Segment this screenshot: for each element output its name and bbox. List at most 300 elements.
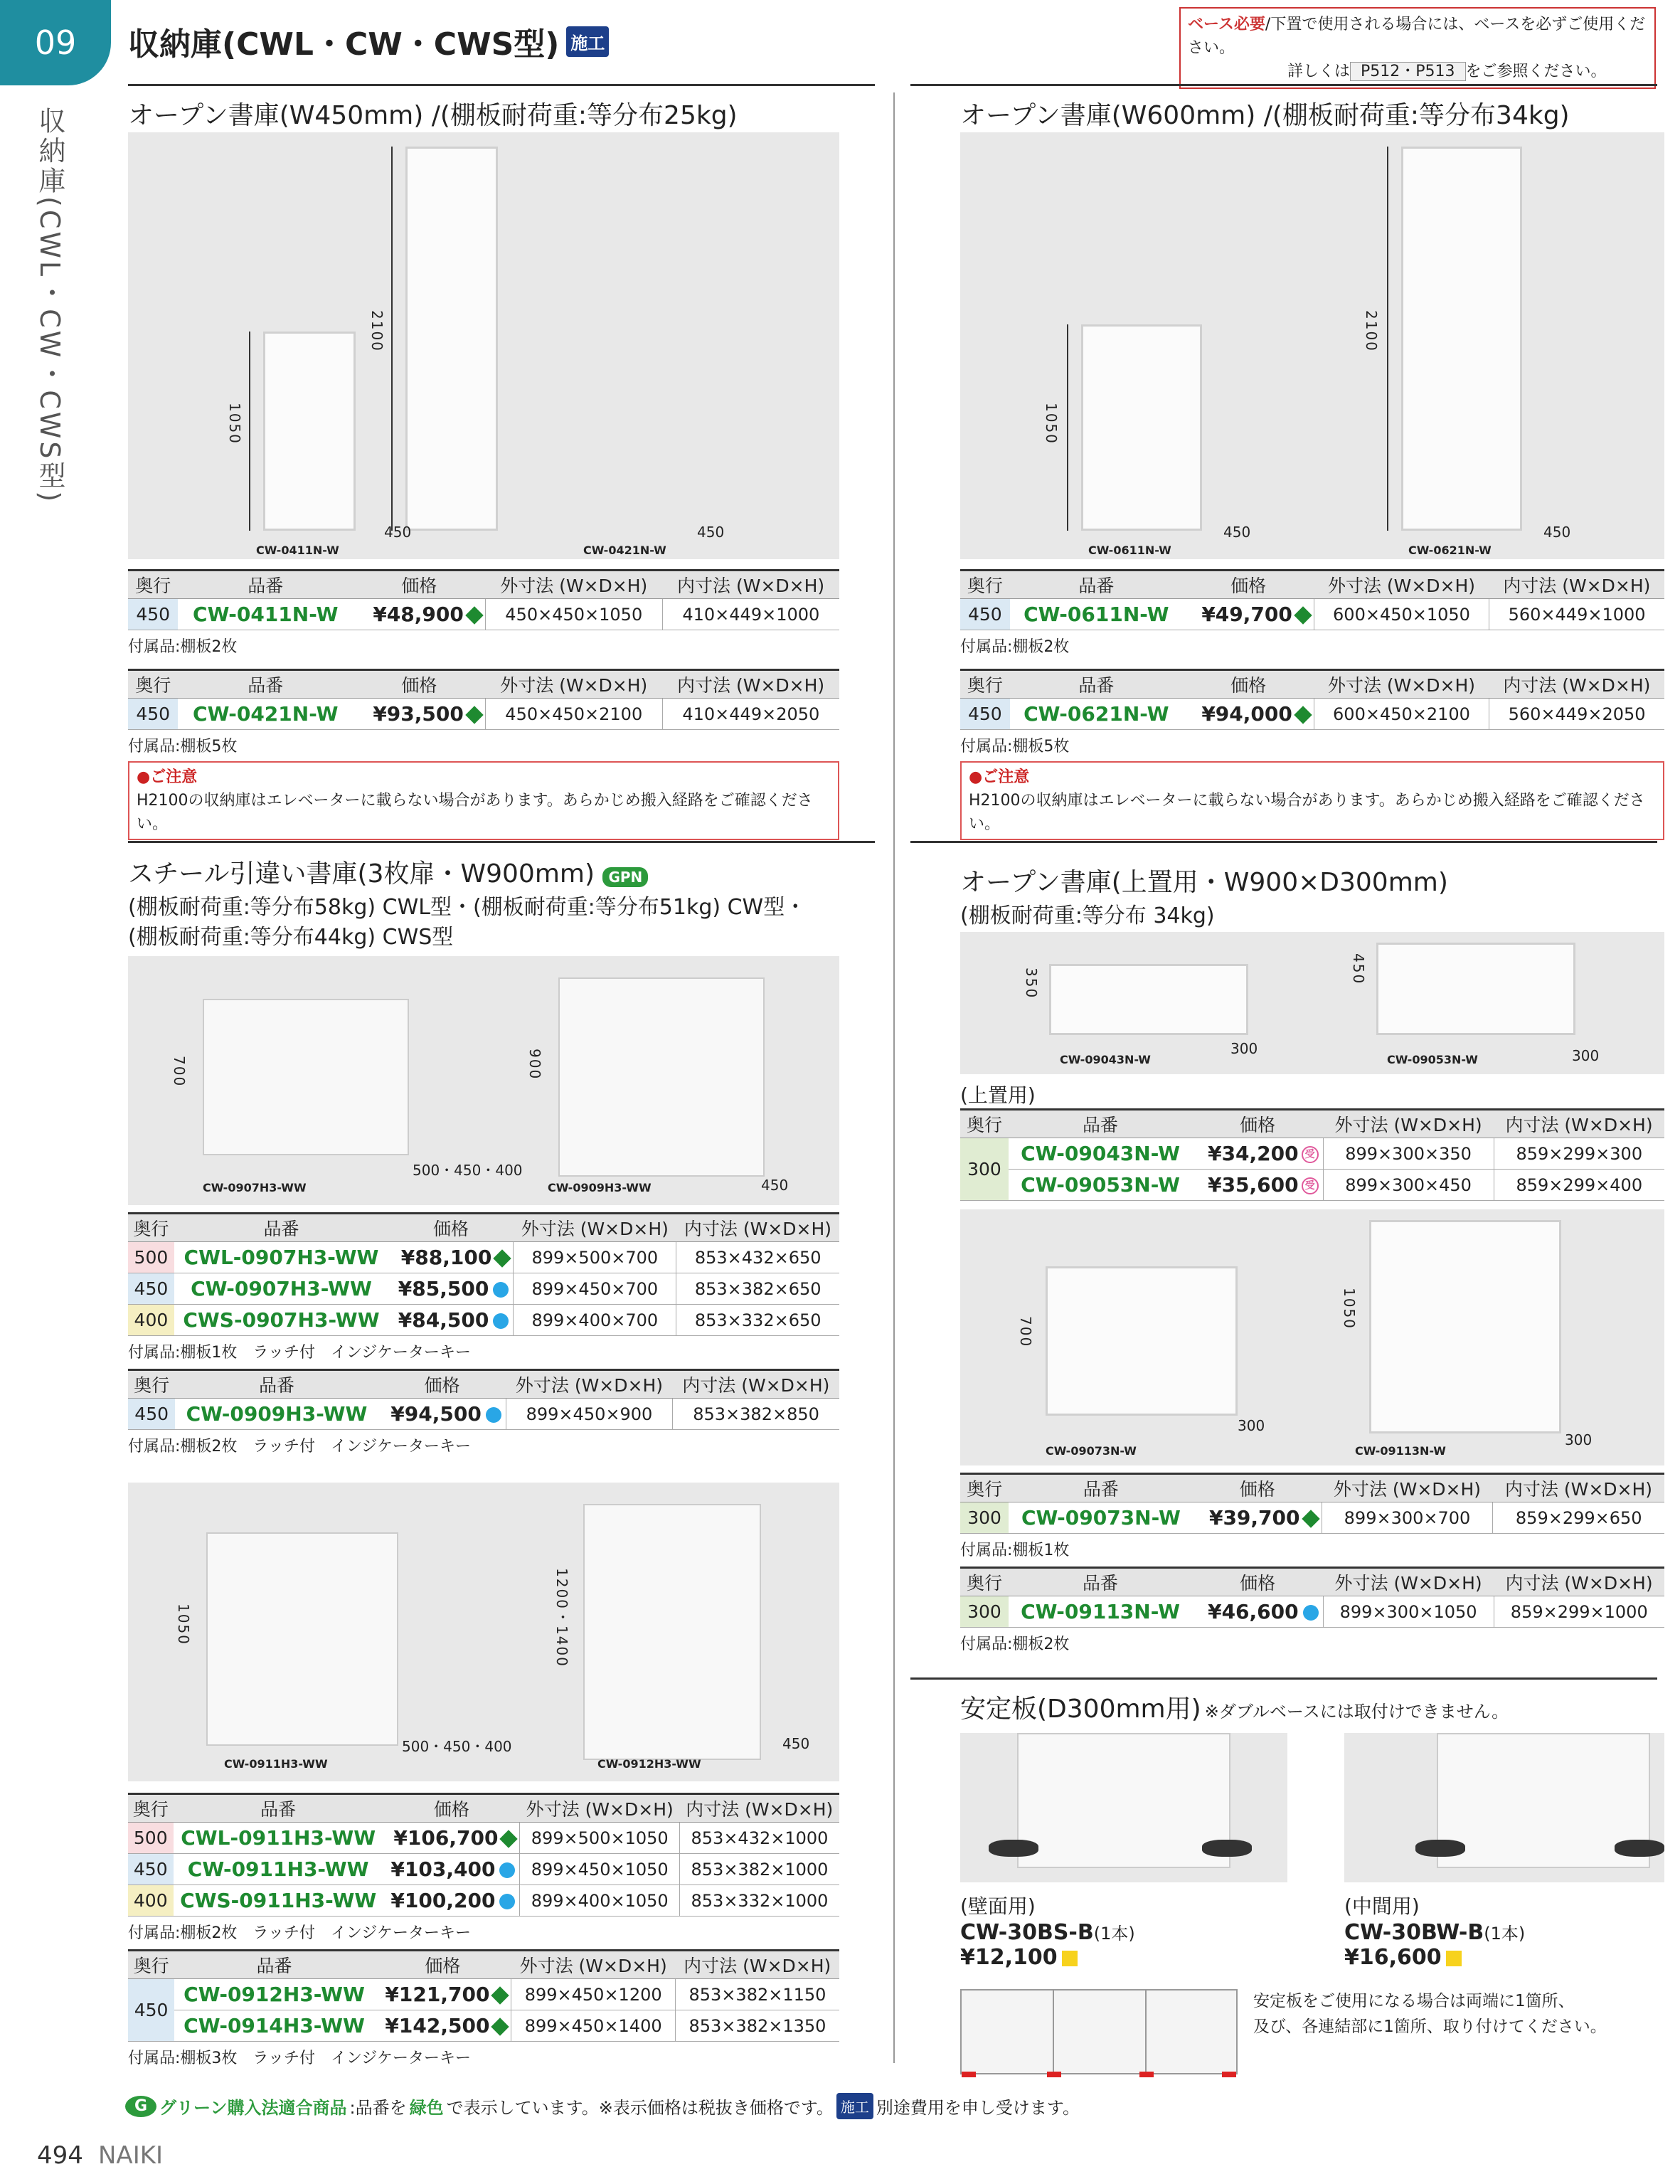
model-label: CW-0909H3-WW — [548, 1181, 652, 1194]
depth: 450 — [960, 599, 1010, 630]
price-table — [128, 1793, 839, 1917]
outer-size: 600×450×2100 — [1314, 699, 1489, 730]
stabilizer-diagram — [960, 1989, 1238, 2074]
depth: 500 — [128, 1242, 174, 1273]
col-price: 価格 — [1192, 1568, 1323, 1596]
accessories: 付属品:棚板1枚 — [960, 1542, 1070, 1559]
stabilizer-code-text: CW-30BW-B — [1344, 1920, 1484, 1945]
col-price: 価格 — [1183, 571, 1314, 599]
col-inner: 内寸法 (W×D×H) — [676, 1214, 839, 1242]
model-label: CW-0907H3-WW — [203, 1181, 307, 1194]
col-price: 価格 — [353, 670, 485, 699]
rule — [910, 84, 1657, 86]
outer-size: 899×300×700 — [1322, 1502, 1493, 1534]
stabilizer-code — [1344, 1919, 1525, 1945]
depth: 400 — [128, 1305, 174, 1336]
rule — [910, 1677, 1657, 1680]
section-title-top-mount: オープン書庫(上置用・W900×D300mm) — [960, 868, 1448, 897]
model-label: CW-0912H3-WW — [597, 1757, 701, 1771]
dim-height: 1050 — [175, 1603, 192, 1645]
base-required-note — [1179, 7, 1656, 89]
price — [374, 2010, 511, 2042]
price — [353, 699, 485, 730]
rule — [910, 841, 1657, 843]
note-page-ref[interactable]: P512・P513 — [1350, 62, 1466, 81]
price — [383, 1823, 520, 1854]
footer-text-3: 別途費用を申し受けます。 — [876, 2098, 1080, 2118]
product-code: CW-09113N-W — [1009, 1596, 1192, 1628]
yellow-square-icon — [1446, 1951, 1462, 1966]
model-label: CW-09113N-W — [1355, 1444, 1446, 1458]
inner-size: 410×449×2050 — [662, 699, 839, 730]
footer-green-word: 緑色 — [409, 2098, 444, 2118]
outer-size: 450×450×1050 — [485, 599, 662, 630]
col-inner: 内寸法 (W×D×H) — [1489, 670, 1664, 699]
dim-line — [249, 332, 250, 531]
price — [1193, 1502, 1322, 1534]
product-code: CW-09073N-W — [1009, 1502, 1193, 1534]
price-value: ¥46,600 — [1208, 1600, 1299, 1623]
outer-size: 899×300×1050 — [1323, 1596, 1494, 1628]
inner-size: 859×299×650 — [1493, 1502, 1664, 1534]
col-inner: 内寸法 (W×D×H) — [662, 670, 839, 699]
cabinet-image — [1017, 1733, 1230, 1868]
table-row — [128, 1885, 839, 1917]
price — [374, 1979, 511, 2010]
model-label: CW-0621N-W — [1408, 544, 1492, 557]
green-diamond-icon — [465, 606, 483, 624]
page-number: 494 — [37, 2141, 83, 2170]
price-table — [960, 569, 1664, 630]
stabilizer-description — [1253, 1989, 1607, 2040]
price — [1192, 1170, 1323, 1201]
blue-circle-icon — [1303, 1605, 1319, 1621]
product-code: CWS-0911H3-WW — [174, 1885, 383, 1917]
cabinet-image — [206, 1532, 398, 1746]
inner-size: 853×382×1150 — [675, 1979, 839, 2010]
depth: 300 — [960, 1502, 1009, 1534]
stabilizer-price-text: ¥16,600 — [1344, 1945, 1442, 1970]
product-photo-open-d300 — [960, 1209, 1664, 1465]
col-outer: 外寸法 (W×D×H) — [1314, 571, 1489, 599]
table-row — [128, 1242, 839, 1273]
inner-size: 560×449×2050 — [1489, 699, 1664, 730]
note-text-1: /下置で使用される場合には、ベースを必ずご使用ください。 — [1188, 16, 1646, 57]
col-code: 品番 — [174, 1951, 374, 1979]
dim-depth: 450 — [1223, 524, 1251, 541]
stabilizer-type: (中間用) — [1344, 1894, 1420, 1918]
section-note: ※ダブルベースには取付けできません。 — [1204, 1702, 1509, 1722]
col-inner: 内寸法 (W×D×H) — [1494, 1110, 1664, 1138]
accessories: 付属品:棚板2枚 — [128, 638, 238, 656]
table-row — [960, 1138, 1664, 1170]
table-row — [960, 1502, 1664, 1534]
model-label: CW-09043N-W — [1060, 1053, 1151, 1066]
footer-note — [125, 2093, 1080, 2119]
price-table — [128, 669, 839, 730]
price-value: ¥48,900 — [373, 603, 464, 626]
col-code: 品番 — [175, 1370, 378, 1399]
side-title: 収納庫(CWL・CW・CWS型) — [34, 107, 65, 505]
note-text-2a: 詳しくは — [1287, 63, 1351, 80]
load-spec-1: (棚板耐荷重:等分布58kg) CWL型・(棚板耐荷重:等分布51kg) CW型・ — [128, 895, 807, 920]
model-label: CW-09053N-W — [1387, 1053, 1478, 1066]
model-label: CW-09073N-W — [1046, 1444, 1137, 1458]
dim-depth: 500・450・400 — [402, 1738, 512, 1755]
col-depth: 奥行 — [960, 1474, 1009, 1502]
inner-size: 859×299×400 — [1494, 1170, 1664, 1201]
table-row — [960, 1596, 1664, 1628]
accessories: 付属品:棚板2枚 — [960, 638, 1070, 656]
construction-badge: 施工 — [566, 26, 609, 57]
col-inner: 内寸法 (W×D×H) — [673, 1370, 839, 1399]
col-depth: 奥行 — [128, 1370, 175, 1399]
depth: 300 — [960, 1596, 1009, 1628]
col-outer: 外寸法 (W×D×H) — [520, 1794, 680, 1823]
table-row — [128, 1979, 839, 2010]
section-title-w450: オープン書庫(W450mm) /(棚板耐荷重:等分布25kg) — [128, 101, 738, 130]
stabilizer-wall-photo — [960, 1733, 1287, 1882]
price-table — [128, 1949, 839, 2042]
section-title-text: スチール引違い書庫(3枚扉・W900mm) — [128, 859, 595, 889]
stabilizer-code-text: CW-30BS-B — [960, 1920, 1094, 1945]
green-diamond-icon — [491, 1986, 509, 2004]
inner-size: 859×299×300 — [1494, 1138, 1664, 1170]
table-row — [128, 699, 839, 730]
section-title-sliding — [128, 854, 648, 890]
cabinet-image — [1376, 943, 1575, 1035]
col-inner: 内寸法 (W×D×H) — [1493, 1474, 1664, 1502]
price-table — [128, 1369, 839, 1430]
depth: 400 — [128, 1885, 174, 1917]
footer-text-1: :品番を — [349, 2098, 407, 2118]
price-table — [960, 1108, 1664, 1201]
outer-size: 899×450×1050 — [520, 1854, 680, 1885]
dim-depth: 450 — [697, 524, 725, 541]
col-price: 価格 — [388, 1214, 514, 1242]
accessories: 付属品:棚板1枚 ラッチ付 インジケーターキー — [128, 1344, 471, 1362]
stabilizer-marker — [962, 2072, 976, 2077]
note-text-2b: をご参照ください。 — [1465, 63, 1607, 80]
cabinet-image — [583, 1504, 761, 1760]
stabilizer-marker — [1222, 2072, 1236, 2077]
col-depth: 奥行 — [960, 670, 1010, 699]
green-diamond-icon — [1294, 606, 1312, 624]
outer-size: 899×450×900 — [506, 1399, 672, 1430]
price-value: ¥100,200 — [390, 1889, 496, 1912]
price-table — [960, 1473, 1664, 1534]
outer-size: 600×450×1050 — [1314, 599, 1489, 630]
col-inner: 内寸法 (W×D×H) — [662, 571, 839, 599]
footer-text-2: で表示しています。※表示価格は税抜き価格です。 — [446, 2098, 834, 2118]
col-outer: 外寸法 (W×D×H) — [485, 571, 662, 599]
stabilizer-price — [1344, 1945, 1525, 1970]
price-value: ¥35,600 — [1208, 1173, 1299, 1197]
model-label: CW-0911H3-WW — [224, 1757, 328, 1771]
product-photo-w600 — [960, 132, 1664, 559]
product-code: CW-09053N-W — [1009, 1170, 1192, 1201]
dim-height: 2100 — [1363, 310, 1380, 352]
stabilizer-middle-photo — [1344, 1733, 1664, 1882]
col-outer: 外寸法 (W×D×H) — [506, 1370, 672, 1399]
inner-size: 410×449×1000 — [662, 599, 839, 630]
stabilizer-type: (壁面用) — [960, 1894, 1036, 1918]
depth: 300 — [960, 1138, 1009, 1201]
construction-badge: 施工 — [836, 2093, 873, 2119]
caution-text: H2100の収納庫はエレベーターに載らない場合があります。あらかじめ搬入経路をご確認ください。 — [137, 792, 813, 833]
accessories: 付属品:棚板2枚 ラッチ付 インジケーターキー — [128, 1438, 471, 1456]
col-outer: 外寸法 (W×D×H) — [511, 1951, 676, 1979]
load-spec-2: (棚板耐荷重:等分布44kg) CWS型 — [128, 925, 454, 950]
col-code: 品番 — [1010, 670, 1183, 699]
inner-size: 853×332×650 — [676, 1305, 839, 1336]
accessories: 付属品:棚板5枚 — [960, 738, 1070, 756]
col-code: 品番 — [174, 1214, 388, 1242]
dim-height: 450 — [1350, 953, 1367, 985]
depth: 500 — [128, 1823, 174, 1854]
table-row — [128, 1305, 839, 1336]
table-row — [128, 599, 839, 630]
stabilizer-marker — [1139, 2072, 1154, 2077]
col-price: 価格 — [1183, 670, 1314, 699]
product-code: CW-0914H3-WW — [174, 2010, 374, 2042]
depth: 450 — [128, 599, 178, 630]
col-code: 品番 — [1009, 1568, 1192, 1596]
section-title-stabilizer — [960, 1689, 1509, 1725]
price-value: ¥85,500 — [398, 1277, 489, 1300]
green-purchase-icon: G — [125, 2096, 156, 2117]
price-value: ¥94,000 — [1201, 702, 1292, 726]
col-depth: 奥行 — [960, 1110, 1009, 1138]
col-inner: 内寸法 (W×D×H) — [675, 1951, 839, 1979]
cabinet-image — [558, 977, 765, 1177]
depth: 450 — [960, 699, 1010, 730]
accessories: 付属品:棚板3枚 ラッチ付 インジケーターキー — [128, 2050, 471, 2067]
col-outer: 外寸法 (W×D×H) — [485, 670, 662, 699]
col-code: 品番 — [1009, 1474, 1193, 1502]
dim-line — [391, 147, 393, 531]
product-code: CW-0911H3-WW — [174, 1854, 383, 1885]
green-diamond-icon — [465, 706, 483, 723]
caution-text: H2100の収納庫はエレベーターに載らない場合があります。あらかじめ搬入経路をご確認ください。 — [969, 792, 1645, 833]
inner-size: 853×332×1000 — [679, 1885, 839, 1917]
dim-depth: 450 — [761, 1177, 789, 1194]
col-price: 価格 — [353, 571, 485, 599]
divider — [1145, 1990, 1147, 2073]
stabilizer-plate — [989, 1840, 1038, 1857]
depth: 450 — [128, 1979, 174, 2042]
load-spec: (棚板耐荷重:等分布 34kg) — [960, 903, 1215, 928]
price — [383, 1854, 520, 1885]
price-value: ¥49,700 — [1201, 603, 1292, 626]
price-table — [960, 1567, 1664, 1628]
accessories: 付属品:棚板2枚 — [960, 1636, 1070, 1653]
caution-heading: ●ご注意 — [137, 768, 198, 786]
outer-size: 899×450×1400 — [511, 2010, 676, 2042]
rule — [128, 84, 875, 86]
blue-circle-icon — [499, 1894, 515, 1909]
dim-height: 2100 — [368, 310, 386, 352]
cabinet-image — [1369, 1220, 1561, 1433]
product-photo-top-mount — [960, 932, 1664, 1074]
desc-line: 安定板をご使用になる場合は両端に1箇所、 — [1253, 1992, 1575, 2010]
cabinet-image — [1401, 147, 1522, 531]
dim-depth: 300 — [1230, 1040, 1258, 1057]
gpn-badge: GPN — [602, 867, 648, 887]
chapter-tab — [0, 0, 111, 85]
stabilizer-qty: (1本) — [1093, 1924, 1135, 1944]
inner-size: 853×432×1000 — [679, 1823, 839, 1854]
blue-circle-icon — [499, 1862, 515, 1878]
price — [1183, 699, 1314, 730]
green-diamond-icon — [491, 2018, 509, 2035]
price-value: ¥34,200 — [1208, 1142, 1299, 1165]
chapter-number: 09 — [34, 23, 77, 62]
stabilizer-qty: (1本) — [1484, 1924, 1526, 1944]
green-diamond-icon — [500, 1830, 518, 1848]
inner-size: 853×382×850 — [673, 1399, 839, 1430]
dim-depth: 450 — [782, 1735, 810, 1752]
col-depth: 奥行 — [128, 1951, 174, 1979]
col-outer: 外寸法 (W×D×H) — [1323, 1110, 1494, 1138]
stabilizer-plate — [1415, 1840, 1465, 1857]
cabinet-image — [1081, 324, 1202, 531]
table-row — [960, 599, 1664, 630]
col-code: 品番 — [178, 571, 353, 599]
col-depth: 奥行 — [960, 1568, 1009, 1596]
brand-name: NAIKI — [98, 2141, 164, 2170]
inner-size: 853×382×1000 — [679, 1854, 839, 1885]
col-outer: 外寸法 (W×D×H) — [1314, 670, 1489, 699]
outer-size: 899×500×700 — [514, 1242, 676, 1273]
page-title — [128, 18, 609, 64]
col-price: 価格 — [1192, 1110, 1323, 1138]
col-depth: 奥行 — [128, 1214, 174, 1242]
accessories: 付属品:棚板5枚 — [128, 738, 238, 756]
green-diamond-icon — [1294, 706, 1312, 723]
inner-size: 560×449×1000 — [1489, 599, 1664, 630]
made-to-order-icon: 受 — [1302, 1146, 1319, 1163]
footer-green-label: グリーン購入法適合商品 — [159, 2098, 347, 2118]
dim-height: 1050 — [226, 403, 243, 445]
col-price: 価格 — [374, 1951, 511, 1979]
col-depth: 奥行 — [128, 571, 178, 599]
col-inner: 内寸法 (W×D×H) — [1494, 1568, 1664, 1596]
note-line-2 — [1188, 60, 1647, 83]
table-row — [960, 1170, 1664, 1201]
col-inner: 内寸法 (W×D×H) — [1489, 571, 1664, 599]
depth: 450 — [128, 1273, 174, 1305]
col-price: 価格 — [378, 1370, 506, 1399]
product-code: CW-0611N-W — [1010, 599, 1183, 630]
price-value: ¥84,500 — [398, 1308, 489, 1332]
outer-size: 899×500×1050 — [520, 1823, 680, 1854]
product-code: CW-0411N-W — [178, 599, 353, 630]
accessories: 付属品:棚板2枚 ラッチ付 インジケーターキー — [128, 1924, 471, 1942]
dim-height: 1050 — [1043, 403, 1060, 445]
outer-size: 899×300×450 — [1323, 1170, 1494, 1201]
dim-height: 700 — [171, 1056, 188, 1088]
outer-size: 899×400×700 — [514, 1305, 676, 1336]
section-title-w600: オープン書庫(W600mm) /(棚板耐荷重:等分布34kg) — [960, 101, 1570, 130]
model-label: CW-0611N-W — [1088, 544, 1171, 557]
dim-height: 1050 — [1341, 1288, 1358, 1330]
product-photo-sliding-2 — [128, 1483, 839, 1781]
inner-size: 853×382×1350 — [675, 2010, 839, 2042]
price-value: ¥88,100 — [400, 1246, 492, 1269]
caution-box — [960, 761, 1664, 840]
price — [388, 1242, 514, 1273]
product-code: CW-0621N-W — [1010, 699, 1183, 730]
price-value: ¥106,700 — [393, 1826, 499, 1850]
price — [1183, 599, 1314, 630]
cabinet-image — [263, 332, 356, 531]
cabinet-image — [405, 147, 498, 531]
col-outer: 外寸法 (W×D×H) — [514, 1214, 676, 1242]
col-price: 価格 — [1193, 1474, 1322, 1502]
price — [383, 1885, 520, 1917]
depth: 450 — [128, 1854, 174, 1885]
table-row — [128, 1399, 839, 1430]
stabilizer-plate — [1202, 1840, 1252, 1857]
price-value: ¥103,400 — [390, 1857, 496, 1881]
stabilizer-middle — [1344, 1891, 1525, 1970]
product-code: CWS-0907H3-WW — [174, 1305, 388, 1336]
product-code: CW-09043N-W — [1009, 1138, 1192, 1170]
price-table — [960, 669, 1664, 730]
section-title-text: 安定板(D300mm用) — [960, 1695, 1201, 1724]
col-depth: 奥行 — [960, 571, 1010, 599]
caution-box — [128, 761, 839, 840]
blue-circle-icon — [493, 1313, 509, 1329]
desc-line: 及び、各連結部に1箇所、取り付けてください。 — [1253, 2017, 1607, 2036]
outer-size: 450×450×2100 — [485, 699, 662, 730]
product-code: CWL-0907H3-WW — [174, 1242, 388, 1273]
cabinet-image — [1049, 964, 1248, 1035]
col-outer: 外寸法 (W×D×H) — [1322, 1474, 1493, 1502]
made-to-order-icon: 受 — [1302, 1177, 1319, 1194]
cabinet-image — [1046, 1266, 1238, 1416]
col-depth: 奥行 — [128, 1794, 174, 1823]
outer-size: 899×450×700 — [514, 1273, 676, 1305]
note-line-1 — [1188, 13, 1647, 60]
dim-depth: 450 — [1543, 524, 1571, 541]
price-value: ¥93,500 — [373, 702, 464, 726]
table-row — [128, 1823, 839, 1854]
price-value: ¥94,500 — [390, 1402, 482, 1426]
col-depth: 奥行 — [128, 670, 178, 699]
column-divider — [893, 92, 895, 2063]
dim-height: 900 — [526, 1049, 543, 1081]
price — [353, 599, 485, 630]
stabilizer-price — [960, 1945, 1135, 1970]
price-value: ¥39,700 — [1208, 1506, 1300, 1530]
blue-circle-icon — [486, 1407, 501, 1423]
stabilizer-plate — [1615, 1840, 1664, 1857]
price-table — [128, 1212, 839, 1336]
dim-height: 700 — [1017, 1316, 1034, 1348]
note-red: ベース必要 — [1188, 16, 1265, 33]
dim-depth: 300 — [1238, 1417, 1265, 1434]
inner-size: 853×382×650 — [676, 1273, 839, 1305]
price-table — [128, 569, 839, 630]
cabinet-image — [203, 999, 409, 1155]
dim-depth: 300 — [1572, 1047, 1600, 1064]
page-title-text: 収納庫(CWL・CW・CWS型) — [128, 26, 560, 63]
col-code: 品番 — [1009, 1110, 1192, 1138]
rule — [128, 841, 875, 843]
product-code: CW-0421N-W — [178, 699, 353, 730]
